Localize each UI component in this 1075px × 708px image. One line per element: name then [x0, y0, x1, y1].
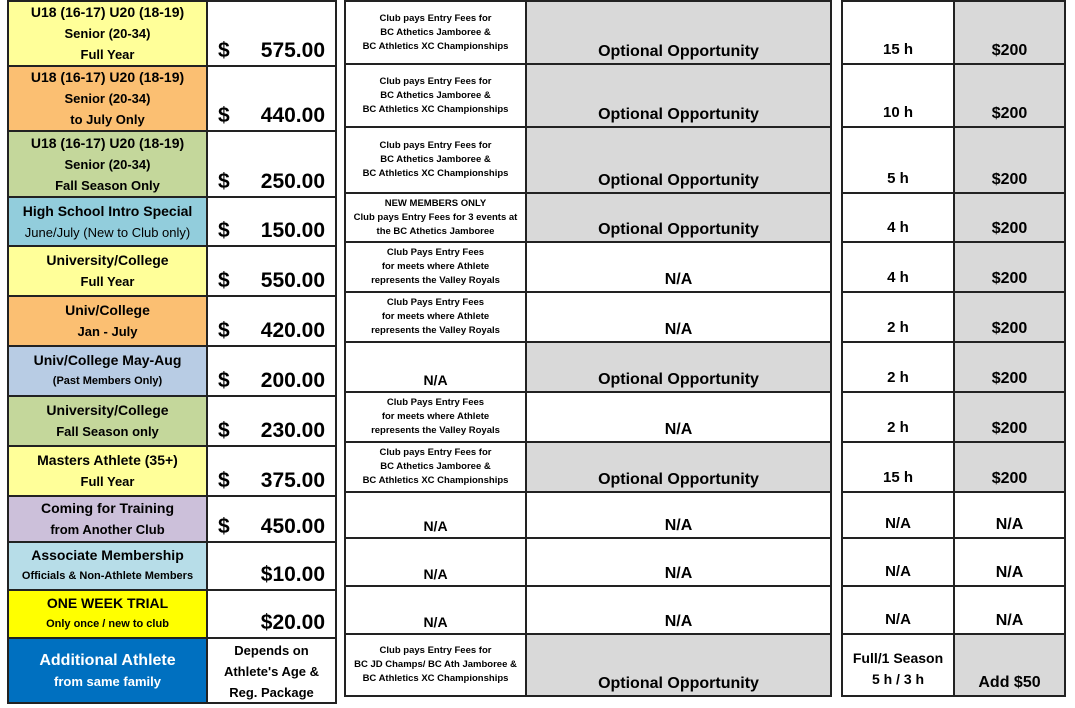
membership-name-line: Fall Season only [56, 424, 159, 439]
volunteer-fee-text: $200 [991, 171, 1028, 188]
entry-fee-note-line: for meets where Athlete [381, 261, 490, 272]
entry-fee-note-line: BC JD Champs/ BC Ath Jamboree & [354, 659, 517, 670]
price-amount: 230.00 [260, 419, 325, 442]
table-row [8, 446, 336, 496]
table-row [842, 538, 1065, 586]
membership-name-line: Full Year [80, 474, 135, 489]
entry-fee-note-cell [345, 634, 526, 696]
volunteer-hours-cell [842, 193, 954, 242]
price-amount: 200.00 [260, 369, 325, 392]
table-row [842, 442, 1065, 492]
price-amount: 450.00 [260, 515, 325, 538]
volunteer-fee-text: N/A [995, 612, 1024, 629]
entry-fee-note-line: BC Athetics Jamboree & [380, 89, 491, 101]
volunteer-hours-cell [842, 586, 954, 634]
opportunity-cell [526, 492, 831, 538]
opportunity-text: Optional Opportunity [598, 471, 759, 488]
volunteer-fee-cell [954, 193, 1065, 242]
price-amount: 250.00 [260, 170, 325, 193]
table-row [8, 66, 336, 131]
membership-name-line: (Past Members Only) [52, 375, 163, 387]
volunteer-hours-text: 2 h [887, 319, 909, 336]
opportunity-text: N/A [664, 271, 693, 288]
membership-name-line: June/July (New to Club only) [24, 224, 191, 240]
membership-type-cell [8, 1, 207, 66]
volunteer-hours-text: N/A [885, 515, 911, 532]
volunteer-fee-cell [954, 242, 1065, 292]
membership-name-line: Full Year [80, 47, 135, 62]
price-cell [207, 296, 336, 346]
table-row [345, 586, 831, 634]
volunteer-hours-cell [842, 127, 954, 193]
table-row [8, 197, 336, 246]
opportunity-text: N/A [664, 613, 693, 630]
volunteer-fee-text: $200 [991, 105, 1028, 122]
volunteer-fee-cell [954, 586, 1065, 634]
price-cell [207, 1, 336, 66]
table-row [345, 492, 831, 538]
membership-name-line: U18 (16-17) U20 (18-19) [30, 4, 185, 20]
price-amount: 440.00 [260, 104, 325, 127]
volunteer-hours-cell [842, 392, 954, 442]
price-amount: $20.00 [260, 611, 325, 634]
volunteer-fee-cell [954, 392, 1065, 442]
opportunity-cell [526, 342, 831, 392]
volunteer-fee-text: $200 [991, 420, 1028, 437]
volunteer-fee-cell [954, 64, 1065, 127]
membership-name-line: Senior (20-34) [64, 156, 151, 172]
price-amount: 150.00 [260, 219, 325, 242]
currency-symbol: $ [218, 39, 230, 62]
price-cell [207, 496, 336, 542]
opportunity-cell [526, 292, 831, 342]
currency-symbol: $ [218, 269, 230, 292]
price-note-line: Depends on [234, 643, 309, 658]
entry-fee-note-line: Club Pays Entry Fees [386, 297, 485, 308]
entry-fee-note-line: BC Athletics XC Championships [362, 103, 509, 115]
volunteer-hours-text: 4 h [887, 219, 909, 236]
table-row [842, 64, 1065, 127]
membership-name-line: Senior (20-34) [64, 91, 151, 106]
entry-fee-note-line: for meets where Athlete [381, 311, 490, 322]
entry-fee-note-cell [345, 586, 526, 634]
entry-fee-note-line: Club pays Entry Fees for [379, 75, 492, 87]
entry-fee-note-line: BC Athletics XC Championships [362, 673, 509, 684]
price-note-line: Reg. Package [229, 685, 314, 700]
membership-price-table [7, 0, 337, 704]
entry-fee-note-cell [345, 1, 526, 64]
volunteer-fee-text: $200 [991, 470, 1028, 487]
currency-symbol: $ [218, 170, 230, 193]
table-row [842, 127, 1065, 193]
price-amount: 375.00 [260, 469, 325, 492]
entry-fee-note-cell [345, 342, 526, 392]
volunteer-fee-text: $200 [991, 270, 1028, 287]
opportunity-cell [526, 64, 831, 127]
entry-fee-note-line: BC Athetics Jamboree & [380, 154, 491, 165]
volunteer-hours-cell [842, 442, 954, 492]
table-row [8, 396, 336, 446]
entry-fee-note-line: NEW MEMBERS ONLY [384, 197, 487, 209]
entry-fee-note-cell [345, 127, 526, 193]
volunteer-hours-cell [842, 292, 954, 342]
volunteer-hours-line: Full/1 Season [852, 650, 944, 666]
membership-type-cell [8, 446, 207, 496]
table-row [345, 193, 831, 242]
opportunity-text: Optional Opportunity [598, 371, 759, 388]
entry-fee-note-line: BC Athletics XC Championships [362, 475, 509, 486]
volunteer-fee-cell [954, 292, 1065, 342]
entry-fee-note-line: the BC Athetics Jamboree [376, 225, 495, 237]
membership-name-line: from Another Club [50, 522, 165, 537]
currency-symbol: $ [218, 104, 230, 127]
volunteer-fee-text: N/A [995, 564, 1024, 581]
entry-fee-note-line: BC Athletics XC Championships [362, 168, 509, 179]
entry-fee-note-line: Club pays Entry Fees for [379, 12, 492, 24]
price-cell [207, 446, 336, 496]
table-row [345, 634, 831, 696]
table-row [842, 1, 1065, 64]
membership-name-line: Officials & Non-Athlete Members [21, 570, 194, 582]
entry-fee-note-line: Club Pays Entry Fees [386, 397, 485, 408]
membership-type-cell [8, 197, 207, 246]
currency-symbol: $ [218, 319, 230, 342]
entry-fee-note-cell [345, 492, 526, 538]
table-row [842, 242, 1065, 292]
membership-name-line: High School Intro Special [22, 202, 193, 219]
volunteer-hours-cell [842, 342, 954, 392]
price-amount: 420.00 [260, 319, 325, 342]
opportunity-cell [526, 1, 831, 64]
volunteer-hours-table [841, 0, 1066, 697]
table-row [842, 392, 1065, 442]
membership-type-cell [8, 396, 207, 446]
entry-fee-note-cell [345, 442, 526, 492]
volunteer-fee-text: N/A [995, 516, 1024, 533]
table-row [8, 346, 336, 396]
entry-fee-table [344, 0, 832, 697]
price-cell [207, 246, 336, 296]
table-row [8, 542, 336, 590]
membership-name-line: U18 (16-17) U20 (18-19) [30, 134, 185, 151]
membership-name-line: Coming for Training [41, 500, 174, 516]
membership-name-line: Fall Season Only [55, 177, 160, 193]
table-row [8, 638, 336, 703]
volunteer-fee-cell [954, 492, 1065, 538]
opportunity-cell [526, 193, 831, 242]
opportunity-text: Optional Opportunity [598, 43, 759, 60]
volunteer-hours-cell [842, 64, 954, 127]
opportunity-text: Optional Opportunity [598, 675, 759, 692]
currency-symbol: $ [218, 469, 230, 492]
entry-fee-note-line: represents the Valley Royals [371, 325, 500, 336]
volunteer-fee-cell [954, 1, 1065, 64]
volunteer-hours-line: 5 h / 3 h [871, 671, 925, 687]
opportunity-cell [526, 242, 831, 292]
price-cell [207, 590, 336, 638]
table-row [842, 634, 1065, 696]
table-row [345, 64, 831, 127]
entry-fee-note-line: for meets where Athlete [381, 411, 490, 422]
entry-fee-note-cell [345, 538, 526, 586]
volunteer-fee-text: $200 [991, 220, 1028, 237]
currency-symbol: $ [218, 369, 230, 392]
entry-fee-note-line: N/A [423, 566, 448, 582]
entry-fee-note-line: BC Athetics Jamboree & [380, 461, 491, 472]
membership-type-cell [8, 131, 207, 197]
entry-fee-note-line: represents the Valley Royals [371, 425, 500, 436]
opportunity-text: N/A [664, 421, 693, 438]
membership-name-line: U18 (16-17) U20 (18-19) [30, 69, 185, 85]
opportunity-cell [526, 127, 831, 193]
volunteer-hours-text: N/A [885, 611, 911, 628]
table-row [842, 342, 1065, 392]
opportunity-text: N/A [664, 517, 693, 534]
opportunity-text: Optional Opportunity [598, 106, 759, 123]
entry-fee-note-line: N/A [423, 372, 448, 388]
opportunity-text: N/A [664, 321, 693, 338]
membership-type-cell [8, 346, 207, 396]
table-row [345, 442, 831, 492]
volunteer-fee-cell [954, 634, 1065, 696]
volunteer-hours-text: N/A [885, 563, 911, 580]
volunteer-hours-text: 4 h [887, 269, 909, 286]
volunteer-fee-cell [954, 342, 1065, 392]
table-row [345, 127, 831, 193]
table-row [345, 392, 831, 442]
volunteer-hours-text: 2 h [887, 369, 909, 386]
entry-fee-note-line: Club pays Entry Fees for 3 events at [353, 211, 518, 223]
membership-name-line: University/College [46, 252, 169, 268]
opportunity-text: Optional Opportunity [598, 221, 759, 238]
currency-symbol: $ [218, 515, 230, 538]
price-cell [207, 66, 336, 131]
volunteer-hours-text: 15 h [882, 469, 913, 486]
membership-type-cell [8, 496, 207, 542]
entry-fee-note-cell [345, 242, 526, 292]
table-row [8, 1, 336, 66]
table-row [842, 193, 1065, 242]
table-row [345, 538, 831, 586]
table-row [842, 492, 1065, 538]
membership-type-cell [8, 66, 207, 131]
price-cell [207, 396, 336, 446]
entry-fee-note-line: BC Athletics XC Championships [362, 40, 509, 52]
volunteer-hours-text: 5 h [887, 170, 909, 187]
table-row [8, 590, 336, 638]
volunteer-fee-text: $200 [991, 320, 1028, 337]
volunteer-fee-cell [954, 127, 1065, 193]
volunteer-hours-cell [842, 242, 954, 292]
membership-name-line: Full Year [80, 274, 135, 289]
membership-type-cell [8, 590, 207, 638]
table-row [345, 1, 831, 64]
membership-type-cell [8, 638, 207, 703]
volunteer-fee-cell [954, 442, 1065, 492]
membership-type-cell [8, 296, 207, 346]
table-row [8, 496, 336, 542]
volunteer-fee-text: $200 [991, 42, 1028, 59]
entry-fee-note-line: Club Pays Entry Fees [386, 247, 485, 258]
membership-name-line: Univ/College [65, 302, 150, 318]
membership-name-line: Senior (20-34) [64, 26, 151, 41]
opportunity-cell [526, 442, 831, 492]
membership-name-line: Additional Athlete [39, 651, 176, 669]
price-amount: 575.00 [260, 39, 325, 62]
entry-fee-note-cell [345, 193, 526, 242]
entry-fee-note-cell [345, 64, 526, 127]
membership-name-line: from same family [54, 673, 161, 689]
entry-fee-note-line: N/A [423, 614, 448, 630]
entry-fee-note-line: represents the Valley Royals [371, 275, 500, 286]
volunteer-hours-text: 15 h [882, 41, 913, 58]
volunteer-fee-text: $200 [991, 370, 1028, 387]
table-row [8, 246, 336, 296]
membership-name-line: Associate Membership [31, 547, 184, 563]
membership-name-line: Jan - July [77, 324, 138, 339]
entry-fee-note-line: Club pays Entry Fees for [379, 645, 492, 656]
opportunity-cell [526, 538, 831, 586]
membership-type-cell [8, 246, 207, 296]
table-row [8, 131, 336, 197]
volunteer-hours-cell [842, 1, 954, 64]
volunteer-hours-cell [842, 492, 954, 538]
table-row [842, 292, 1065, 342]
table-row [842, 586, 1065, 634]
membership-type-cell [8, 542, 207, 590]
price-cell [207, 197, 336, 246]
opportunity-text: Optional Opportunity [598, 172, 759, 189]
currency-symbol: $ [218, 219, 230, 242]
entry-fee-note-cell [345, 292, 526, 342]
membership-name-line: University/College [46, 402, 169, 418]
table-row [345, 242, 831, 292]
price-cell [207, 638, 336, 703]
currency-symbol: $ [218, 419, 230, 442]
entry-fee-note-line: Club pays Entry Fees for [379, 140, 492, 151]
table-row [345, 342, 831, 392]
membership-name-line: Univ/College May-Aug [33, 352, 182, 368]
price-amount: 550.00 [260, 269, 325, 292]
opportunity-text: N/A [664, 565, 693, 582]
price-cell [207, 346, 336, 396]
opportunity-cell [526, 392, 831, 442]
volunteer-hours-text: 2 h [887, 419, 909, 436]
volunteer-hours-text: 10 h [882, 104, 913, 121]
membership-name-line: to July Only [70, 112, 145, 127]
price-note-line: Athlete's Age & [223, 664, 320, 679]
opportunity-cell [526, 586, 831, 634]
entry-fee-note-line: Club pays Entry Fees for [379, 447, 492, 458]
volunteer-fee-cell [954, 538, 1065, 586]
membership-name-line: Only once / new to club [46, 618, 169, 630]
volunteer-hours-cell [842, 634, 954, 696]
price-cell [207, 542, 336, 590]
opportunity-cell [526, 634, 831, 696]
price-cell [207, 131, 336, 197]
volunteer-fee-text: Add $50 [978, 674, 1041, 691]
entry-fee-note-line: N/A [423, 518, 448, 534]
membership-name-line: ONE WEEK TRIAL [46, 595, 169, 611]
membership-name-line: Masters Athlete (35+) [37, 452, 178, 468]
volunteer-hours-cell [842, 538, 954, 586]
table-row [8, 296, 336, 346]
entry-fee-note-line: BC Athetics Jamboree & [380, 26, 491, 38]
table-row [345, 292, 831, 342]
price-amount: $10.00 [260, 563, 325, 586]
entry-fee-note-cell [345, 392, 526, 442]
